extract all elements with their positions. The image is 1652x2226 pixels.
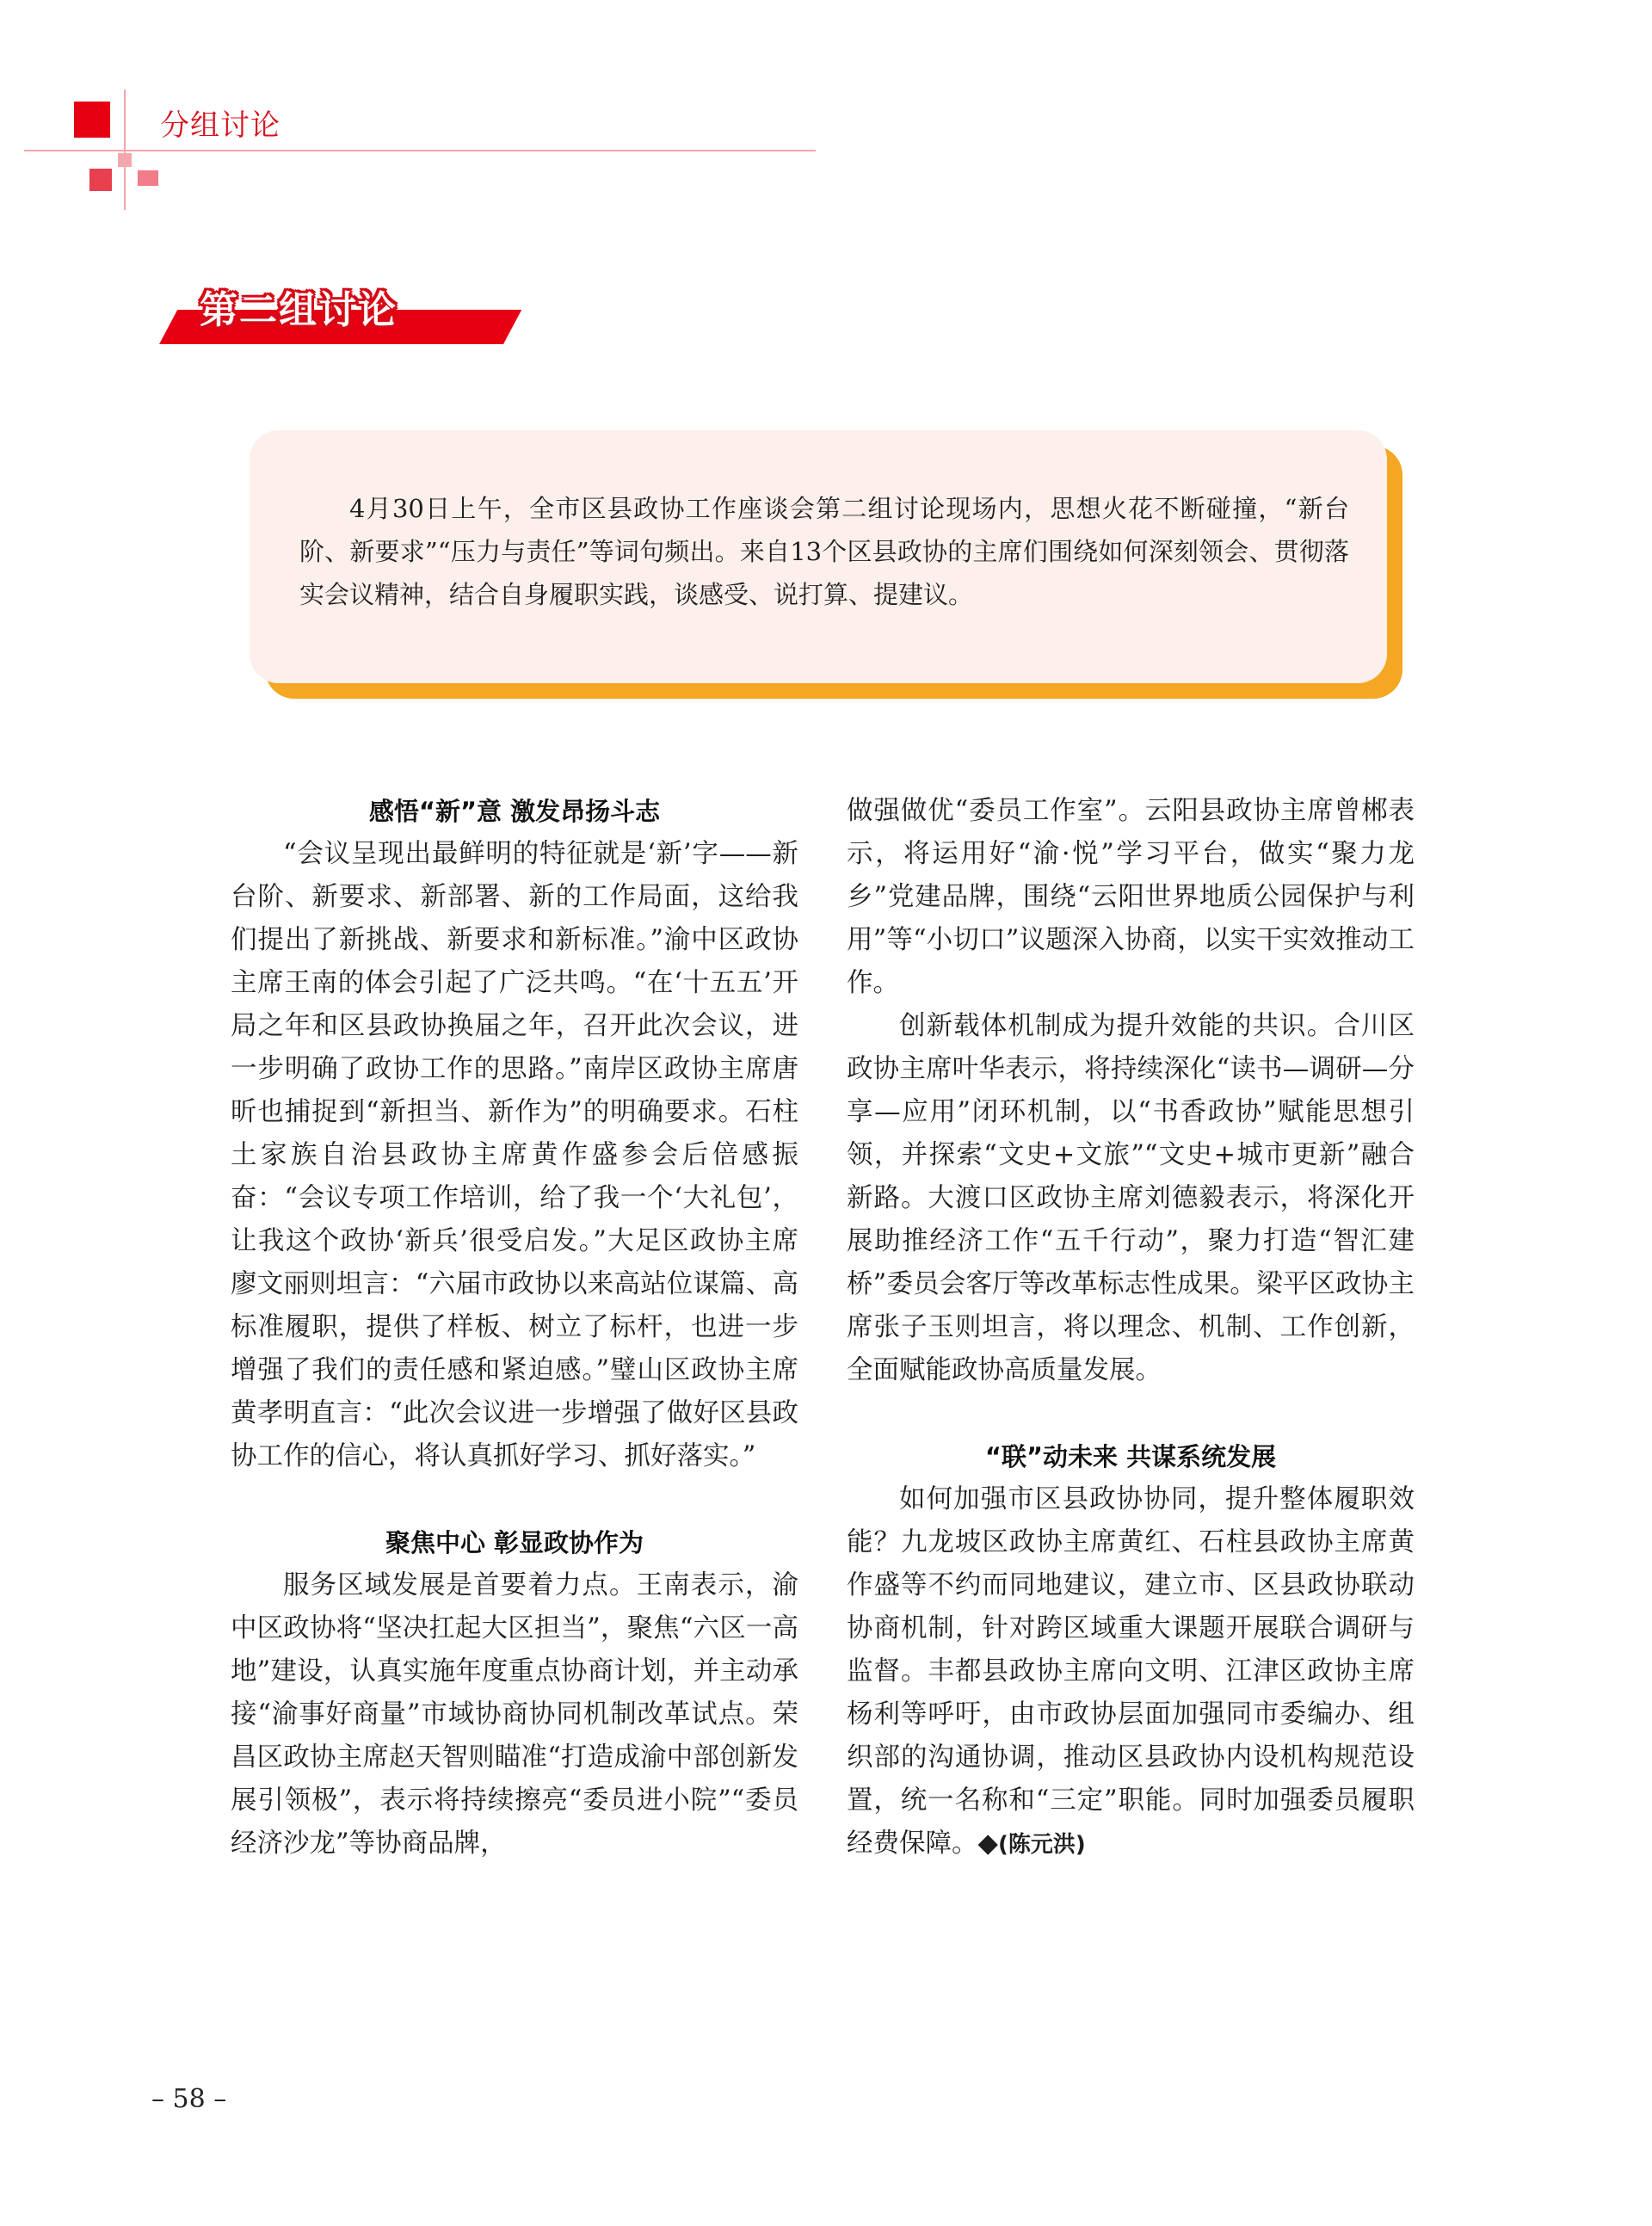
header-small-square-icon — [118, 153, 132, 167]
paragraph: 创新载体机制成为提升效能的共识。合川区政协主席叶华表示，将持续深化“读书—调研—分享—应用”闭环机制，以“书香政协”赋能思想引领，并探索“文史+文旅”“文史+城市更新”融合新路。大渡口区政协主席刘德毅表示，将深化开展助推经济工作“五千行动”，聚力打造“智汇建桥”委员会客厅等改革标志性成果。梁平区政协主席张子玉则坦言，将以理念、机制、工作创新，全面赋能政协高质量发展。 — [847, 1011, 1415, 1385]
page-number: – 58 – — [151, 2084, 227, 2114]
intro-paragraph: 4月30日上午，全市区县政协工作座谈会第二组讨论现场内，思想火花不断碰撞，“新台阶、新要求”“压力与责任”等词句频出。来自13个区县政协的主席们围绕如何深刻领会、贯彻落实会议精神，结合自身履职实践，谈感受、说打算、提建议。 — [299, 494, 1349, 609]
header-small-square-icon — [89, 169, 112, 191]
header-red-square-icon — [74, 102, 110, 138]
paragraph-text: 如何加强市区县政协协同，提升整体履职效能？九龙坡区政协主席黄红、石柱县政协主席黄作盛等不约而同地建议，建立市、区县政协联动协商机制，针对跨区域重大课题开展联合调研与监督。丰都县政协主席向文明、江津区政协主席杨利等呼吁，由市政协层面加强同市委编办、组织部的沟通协调，推动区县政协内设机构规范设置，统一名称和“三定”职能。同时加强委员履职经费保障。 — [847, 1484, 1415, 1859]
subheading: 感悟“新”意 激发昂扬斗志 — [368, 797, 661, 826]
author-byline: (陈元洪) — [997, 1832, 1086, 1858]
paragraph: 服务区域发展是首要着力点。王南表示，渝中区政协将“坚决扛起大区担当”，聚焦“六区一高地”建设，认真实施年度重点协商计划，并主动承接“渝事好商量”市域协商协同机制改革试点。荣昌区政协主席赵天智则瞄准“打造成渝中部创新发展引领极”，表示将持续擦亮“委员进小院”“委员经济沙龙”等协商品牌， — [231, 1570, 798, 1859]
subheading: 聚焦中心 彰显政协作为 — [385, 1528, 644, 1557]
article-column-left — [231, 790, 798, 1865]
section-label: 分组讨论 — [160, 108, 280, 143]
header-rule-vertical — [124, 89, 126, 210]
paragraph: 做强做优“委员工作室”。云阳县政协主席曾郴表示，将运用好“渝·悦”学习平台，做实“聚力龙乡”党建品牌，围绕“云阳世界地质公园保护与利用”等“小切口”议题深入协商，以实干实效推动工作。 — [847, 796, 1415, 998]
paragraph: “会议呈现出最鲜明的特征就是‘新’字——新台阶、新要求、新部署、新的工作局面，这给我们提出了新挑战、新要求和新标准。”渝中区政协主席王南的体会引起了广泛共鸣。“在‘十五五’开局之年和区县政协换届之年，召开此次会议，进一步明确了政协工作的思路。”南岸区政协主席唐昕也捕捉到“新担当、新作为”的明确要求。石柱土家族自治县政协主席黄作盛参会后倍感振奋：“会议专项工作培训，给了我一个‘大礼包’，让我这个政协‘新兵’很受启发。”大足区政协主席廖文丽则坦言：“六届市政协以来高站位谋篇、高标准履职，提供了样板、树立了标杆，也进一步增强了我们的责任感和紧迫感。”璧山区政协主席黄孝明直言：“此次会议进一步增强了做好区县政协工作的信心，将认真抓好学习、抓好落实。” — [231, 839, 798, 1471]
paragraph — [847, 1478, 1415, 1866]
page-title: 第二组讨论 — [200, 288, 398, 332]
header-rule-horizontal — [24, 150, 816, 151]
end-mark-icon: ◆ — [977, 1828, 998, 1859]
header-small-square-icon — [138, 170, 158, 186]
subheading: “联”动未来 共谋系统发展 — [984, 1442, 1277, 1471]
article-column-right — [847, 790, 1415, 1866]
